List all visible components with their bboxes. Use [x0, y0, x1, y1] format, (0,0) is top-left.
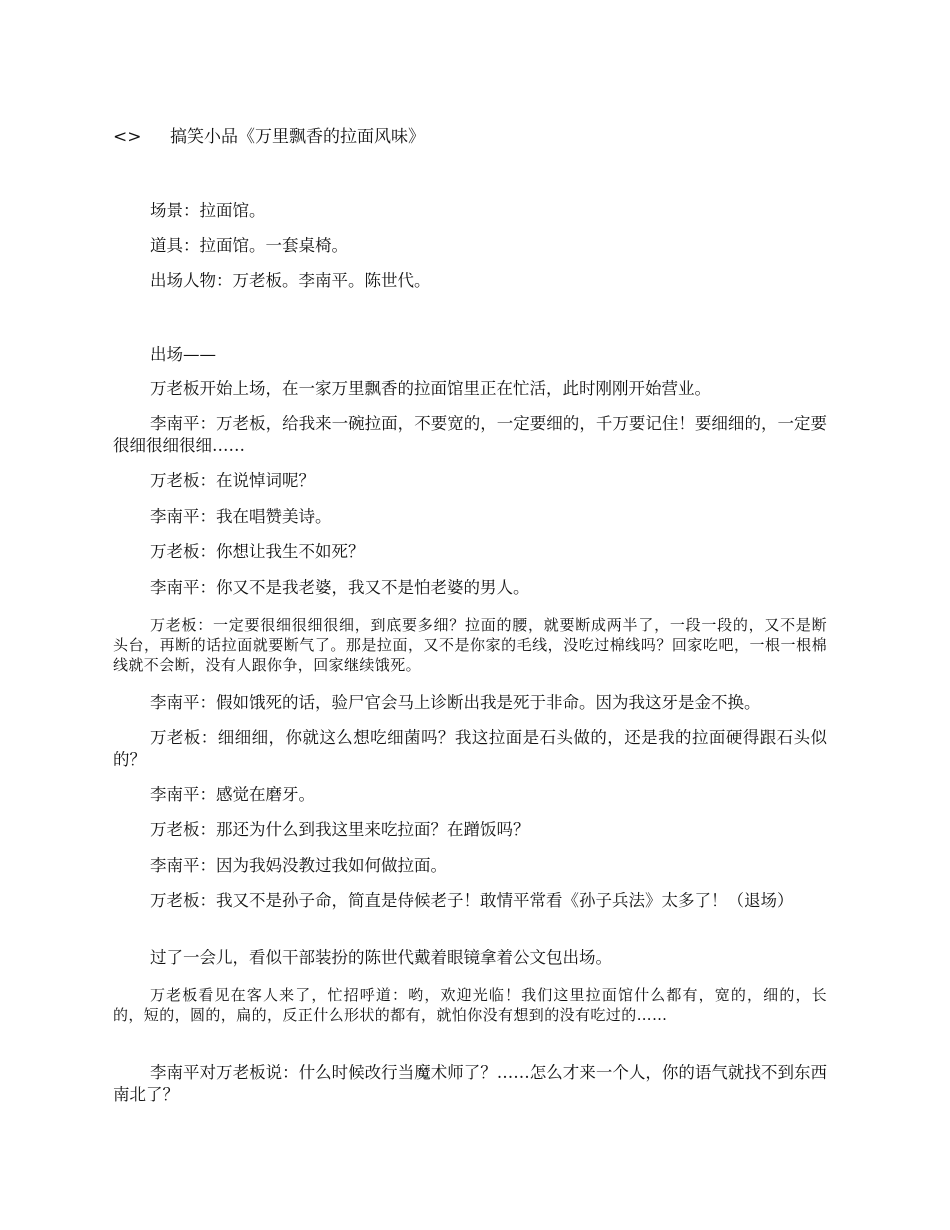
paragraph: 万老板：你想让我生不如死？ [150, 542, 365, 561]
paragraph: 万老板：一定要很细很细很细，到底要多细？拉面的腰，就要断成两半了，一段一段的，又不是断头台，再断的话拉面就要断气了。那是拉面，又不是你家的毛线，没吃过棉线吗？回家吃吧，一根一根棉线就不会断，没有人跟你争，回家继续饿死。 [113, 616, 827, 674]
props-line: 道具：拉面馆。一套桌椅。 [150, 236, 348, 255]
scene-line: 场景：拉面馆。 [150, 201, 266, 220]
characters-line: 出场人物：万老板。李南平。陈世代。 [150, 271, 431, 290]
paragraph: 李南平：万老板，给我来一碗拉面，不要宽的，一定要细的，千万要记住！要细细的，一定要很细很细很细…… [113, 414, 827, 455]
paragraph: 万老板看见在客人来了，忙招呼道：哟，欢迎光临！我们这里拉面馆什么都有，宽的，细的，长的，短的，圆的，扁的，反正什么形状的都有，就怕你没有想到的没有吃过的…… [113, 986, 827, 1024]
header-mark: <> [113, 127, 142, 147]
paragraph: 李南平：因为我妈没教过我如何做拉面。 [150, 856, 447, 875]
paragraph: 万老板开始上场，在一家万里飘香的拉面馆里正在忙活，此时刚刚开始营业。 [150, 379, 711, 398]
paragraph: 万老板：我又不是孙子命，简直是侍候老子！敢情平常看《孙子兵法》太多了！（退场） [150, 891, 794, 910]
paragraph: 李南平对万老板说：什么时候改行当魔术师了？……怎么才来一个人，你的语气就找不到东西南北了？ [113, 1063, 827, 1104]
entrance-line: 出场—— [150, 345, 216, 364]
paragraph: 万老板：那还为什么到我这里来吃拉面？在蹭饭吗？ [150, 820, 530, 839]
paragraph: 李南平：我在唱赞美诗。 [150, 507, 332, 526]
document-header [113, 126, 425, 148]
document-title: 搞笑小品《万里飘香的拉面风味》 [170, 127, 425, 147]
paragraph: 过了一会儿，看似干部装扮的陈世代戴着眼镜拿着公文包出场。 [150, 948, 612, 967]
paragraph: 李南平：感觉在磨牙。 [150, 785, 315, 804]
paragraph: 万老板：细细细，你就这么想吃细菌吗？我这拉面是石头做的，还是我的拉面硬得跟石头似的？ [113, 728, 827, 769]
paragraph: 李南平：你又不是我老婆，我又不是怕老婆的男人。 [150, 578, 530, 597]
paragraph: 万老板：在说悼词呢？ [150, 471, 315, 490]
paragraph: 李南平：假如饿死的话，验尸官会马上诊断出我是死于非命。因为我这牙是金不换。 [150, 693, 761, 712]
